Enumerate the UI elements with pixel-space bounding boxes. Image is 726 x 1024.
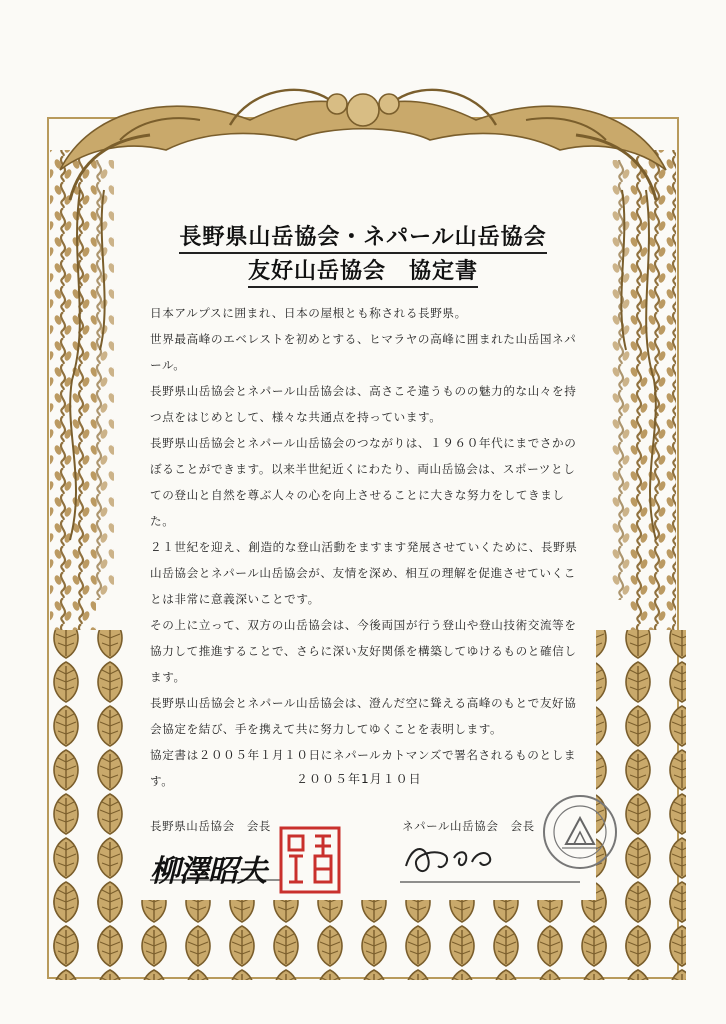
paragraph: 長野県山岳協会とネパール山岳協会は、澄んだ空に聳える高峰のもとで友好協会協定を結び、手を携えて共に努力してゆくことを表明します。 bbox=[150, 696, 577, 736]
nepal-signature bbox=[398, 836, 518, 880]
agreement-date: ２００５年1月１０日 bbox=[296, 772, 422, 786]
round-stamp-icon bbox=[540, 792, 620, 872]
phoenix-ornament bbox=[60, 90, 666, 200]
title-line-1: 長野県山岳協会・ネパール山岳協会 bbox=[0, 220, 726, 251]
paragraph: その上に立って、双方の山岳協会は、今後両国が行う登山や登山技術交流等を協力して推進することで、さらに深い友好関係を構築してゆけるものと確信します。 bbox=[150, 618, 577, 684]
nagano-president-label: 長野県山岳協会 会長 bbox=[150, 819, 271, 833]
paragraph: 協定書は２００５年１月１０日にネパールカトマンズで署名されるものとします。 bbox=[150, 748, 577, 788]
nepal-president-label: ネパール山岳協会 会長 bbox=[402, 819, 535, 833]
paragraph: 長野県山岳協会とネパール山岳協会は、高さこそ違うものの魅力的な山々を持つ点をはじめとして、様々な共通点を持っています。 bbox=[150, 384, 577, 424]
agreement-body bbox=[150, 300, 582, 794]
paragraph: 日本アルプスに囲まれ、日本の屋根とも称される長野県。 bbox=[150, 306, 467, 320]
title-line-2: 友好山岳協会 協定書 bbox=[0, 254, 726, 285]
paragraph: ２１世紀を迎え、創造的な登山活動をますます発展させていくために、長野県山岳協会とネパール山岳協会が、友情を深め、相互の理解を促進させていくことは非常に意義深いことです。 bbox=[150, 540, 578, 606]
red-seal-icon bbox=[279, 826, 341, 894]
paragraph: 長野県山岳協会とネパール山岳協会のつながりは、１９６０年代にまでさかのぼることができます。以来半世紀近くにわたり、両山岳協会は、スポーツとしての登山と自然を尊ぶ人々の心を向上させることに大きな努力をしてきました。 bbox=[150, 436, 577, 528]
nagano-signature: 柳澤昭夫 bbox=[150, 854, 266, 889]
paragraph: 世界最高峰のエベレストを初めとする、ヒマラヤの高峰に囲まれた山岳国ネパール。 bbox=[150, 332, 577, 372]
